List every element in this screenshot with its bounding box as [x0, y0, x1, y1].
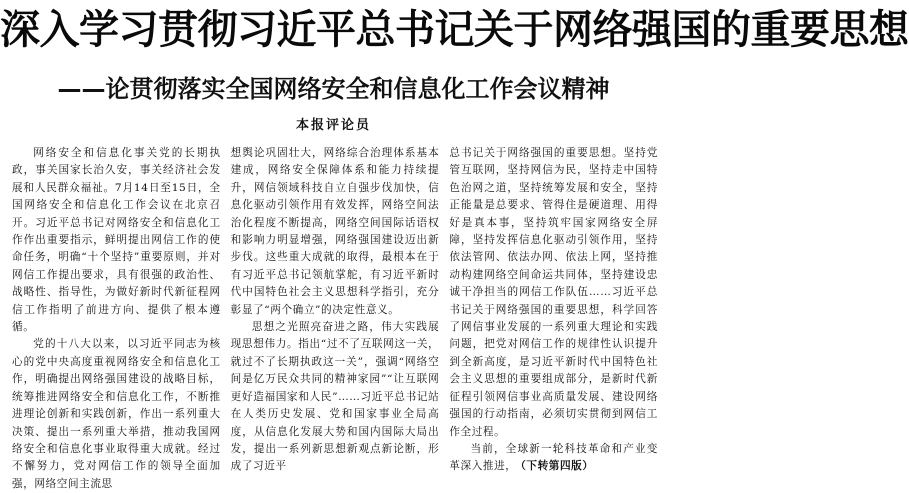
article-body	[12, 145, 659, 490]
paragraph-text: 当前，全球新一轮科技革命和产业变革深入推进，	[449, 442, 659, 473]
paragraph: 党的十八大以来，以习近平同志为核心的党中央高度重视网络安全和信息化工作，明确提出网络强国建设的战略目标，统筹推进网络安全和信息化工作，不断推进理论创新和实践创新，作出一系列重大决策、提出一系列重大举措，推动我国网络安全和信息化事业取得重大成就。经过不懈努力，党对网信工作的领导全面加强，网络空间主流思	[12, 338, 221, 490]
subheadline: ——论贯彻落实全国网络安全和信息化工作会议精神	[57, 75, 610, 103]
paragraph: 网络安全和信息化事关党的长期执政，事关国家长治久安，事关经济社会发展和人民群众福祉。7月14日至15日，全国网络安全和信息化工作会议在北京召开。习近平总书记对网络安全和信息化工作作出重要指示，鲜明提出网信工作的使命任务，明确“十个坚持”重要原则，并对网信工作提出要求，具有很强的政治性、战略性、指导性，为做好新时代新征程网信工作指明了前进方向、提供了根本遵循。	[12, 147, 221, 334]
paragraph: 想舆论巩固壮大，网络综合治理体系基本建成，网络安全保障体系和能力持续提升，网信领域科技自立自强步伐加快，信息化驱动引领作用有效发挥，网络空间法治化程度不断提高，网络空间国际话语权和影响力明显增强，网络强国建设迈出新步伐。这些重大成就的取得，最根本在于有习近平总书记领航掌舵，有习近平新时代中国特色社会主义思想科学指引，充分彰显了“两个确立”的决定性意义。	[230, 147, 440, 316]
paragraph: 思想之光照亮奋进之路，伟大实践展现思想伟力。指出“过不了互联网这一关，就过不了长期执政这一关”，强调“网络空间是亿万民众共同的精神家园”“让互联网更好造福国家和人民”……习近平总书记站在人类历史发展、党和国家事业全局高度，从信息化发展大势和国内国际大局出发，提出一系列新思想新观点新论断，形成了习近平	[230, 321, 440, 473]
headline: 深入学习贯彻习近平总书记关于网络强国的重要思想	[0, 7, 909, 53]
byline: 本报评论员	[295, 118, 371, 133]
paragraph	[449, 441, 658, 476]
article-column-1	[12, 145, 221, 490]
article-column-2	[230, 145, 440, 473]
paragraph: 总书记关于网络强国的重要思想。坚持党管互联网，坚持网信为民，坚持走中国特色治网之道，坚持统筹发展和安全，坚持正能量是总要求、管得住是硬道理、用得好是真本事，坚持筑牢国家网络安全屏障，坚持发挥信息化驱动引领作用，坚持依法管网、依法办网、依法上网，坚持推动构建网络空间命运共同体，坚持建设忠诚干净担当的网信工作队伍……习近平总书记关于网络强国的重要思想，科学回答了网信事业发展的一系列重大理论和实践问题，把党对网信工作的规律性认识提升到全新高度，是习近平新时代中国特色社会主义思想的重要组成部分，是新时代新征程引领网信事业高质量发展、建设网络强国的行动指南，必须切实贯彻到网信工作全过程。	[449, 147, 659, 438]
continued-on-page-label: （下转第四版）	[520, 460, 594, 473]
article-column-3	[449, 145, 659, 473]
